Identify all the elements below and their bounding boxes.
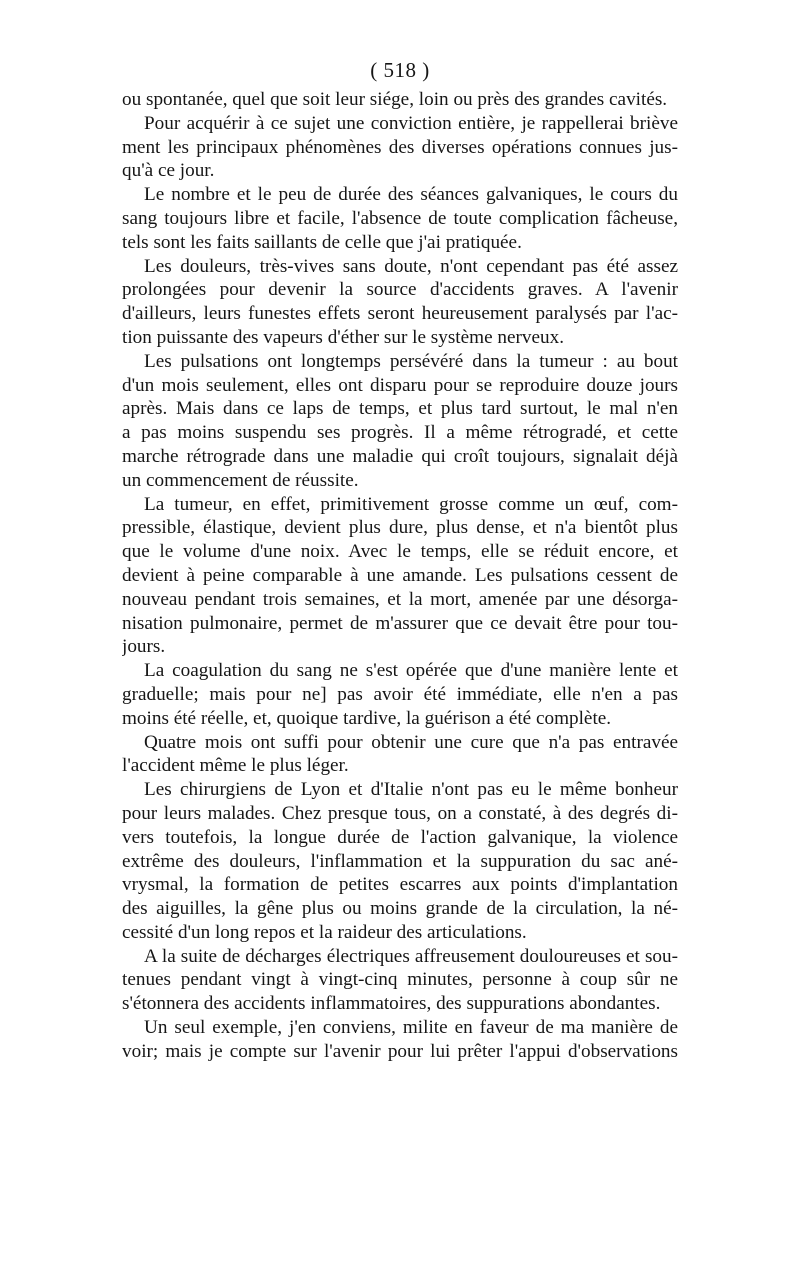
text-line: vers toutefois, la longue durée de l'action galvanique, la violence — [122, 826, 678, 848]
paragraph — [122, 731, 678, 779]
paragraph — [122, 88, 678, 112]
body-text — [122, 88, 678, 1064]
text-line: s'étonnera des accidents inflammatoires, des suppurations abondantes. — [122, 993, 661, 1015]
text-line: pour leurs malades. Chez presque tous, on a constaté, à des degrés di- — [122, 802, 678, 824]
text-line: un commencement de réussite. — [122, 469, 359, 491]
text-line: ou spontanée, quel que soit leur siége, loin ou près des grandes cavités. — [122, 89, 668, 110]
text-line: pressible, élastique, devient plus dure, plus dense, et n'a bientôt plus — [122, 517, 678, 539]
text-line: qu'à ce jour. — [122, 160, 215, 182]
text-line: Les chirurgiens de Lyon et d'Italie n'ont pas eu le même bonheur — [144, 779, 678, 801]
text-line: marche rétrograde dans une maladie qui croît toujours, signalait déjà — [122, 445, 678, 467]
text-line: devient à peine comparable à une amande. Les pulsations cessent de — [122, 564, 678, 586]
text-line: Le nombre et le peu de durée des séances galvaniques, le cours du — [144, 184, 678, 206]
text-line: Un seul exemple, j'en conviens, milite en faveur de ma manière de — [144, 1017, 678, 1039]
text-line: des aiguilles, la gêne plus ou moins grande de la circulation, la né- — [122, 898, 678, 920]
text-line: La coagulation du sang ne s'est opérée que d'une manière lente et — [144, 660, 678, 682]
text-line: Pour acquérir à ce sujet une conviction entière, je rappellerai briève — [144, 112, 678, 134]
text-line: nouveau pendant trois semaines, et la mort, amenée par une désorga- — [122, 588, 678, 610]
text-line: vrysmal, la formation de petites escarres aux points d'implantation — [122, 874, 678, 896]
paragraph — [122, 255, 678, 350]
text-line: extrême des douleurs, l'inflammation et la suppuration du sac ané- — [122, 850, 678, 872]
text-line: Les douleurs, très-vives sans doute, n'ont cependant pas été assez — [144, 255, 678, 277]
text-line: d'ailleurs, leurs funestes effets seront heureusement paralysés par l'ac- — [122, 303, 678, 325]
text-line: tenues pendant vingt à vingt-cinq minutes, personne à coup sûr ne — [122, 969, 678, 991]
paragraph — [122, 112, 678, 183]
text-line: Quatre mois ont suffi pour obtenir une cure que n'a pas entravée — [144, 731, 678, 753]
text-line: nisation pulmonaire, permet de m'assurer que ce devait être pour tou- — [122, 612, 678, 634]
text-line: que le volume d'une noix. Avec le temps, elle se réduit encore, et — [122, 541, 678, 563]
text-line: après. Mais dans ce laps de temps, et plus tard surtout, le mal n'en — [122, 398, 678, 420]
text-line: tels sont les faits saillants de celle que j'ai pratiquée. — [122, 231, 522, 253]
text-line: sang toujours libre et facile, l'absence de toute complication fâcheuse, — [122, 207, 678, 229]
paragraph — [122, 183, 678, 254]
text-line: jours. — [122, 636, 166, 658]
text-line: a pas moins suspendu ses progrès. Il a même rétrogradé, et cette — [122, 422, 678, 444]
text-line: cessité d'un long repos et la raideur des articulations. — [122, 921, 527, 943]
text-line: La tumeur, en effet, primitivement grosse comme un œuf, com- — [144, 493, 678, 515]
paragraph — [122, 493, 678, 660]
text-line: l'accident même le plus léger. — [122, 755, 349, 777]
text-line: prolongées pour devenir la source d'accidents graves. A l'avenir — [122, 279, 678, 301]
paragraph — [122, 945, 678, 1016]
text-line: moins été réelle, et, quoique tardive, la guérison a été complète. — [122, 707, 612, 729]
page-number: ( 518 ) — [370, 58, 430, 82]
text-line: voir; mais je compte sur l'avenir pour lui prêter l'appui d'observations — [122, 1040, 678, 1062]
paragraph — [122, 1016, 678, 1064]
text-line: A la suite de décharges électriques affreusement douloureuses et sou- — [144, 945, 678, 967]
text-line: ment les principaux phénomènes des diverses opérations connues jus- — [122, 136, 678, 158]
paragraph — [122, 350, 678, 493]
paragraph — [122, 778, 678, 945]
text-line: tion puissante des vapeurs d'éther sur le système nerveux. — [122, 326, 564, 348]
paragraph — [122, 659, 678, 730]
text-line: Les pulsations ont longtemps persévéré dans la tumeur : au bout — [144, 350, 678, 372]
text-line: graduelle; mais pour ne] pas avoir été immédiate, elle n'en a pas — [122, 683, 678, 705]
text-line: d'un mois seulement, elles ont disparu pour se reproduire douze jours — [122, 374, 678, 396]
